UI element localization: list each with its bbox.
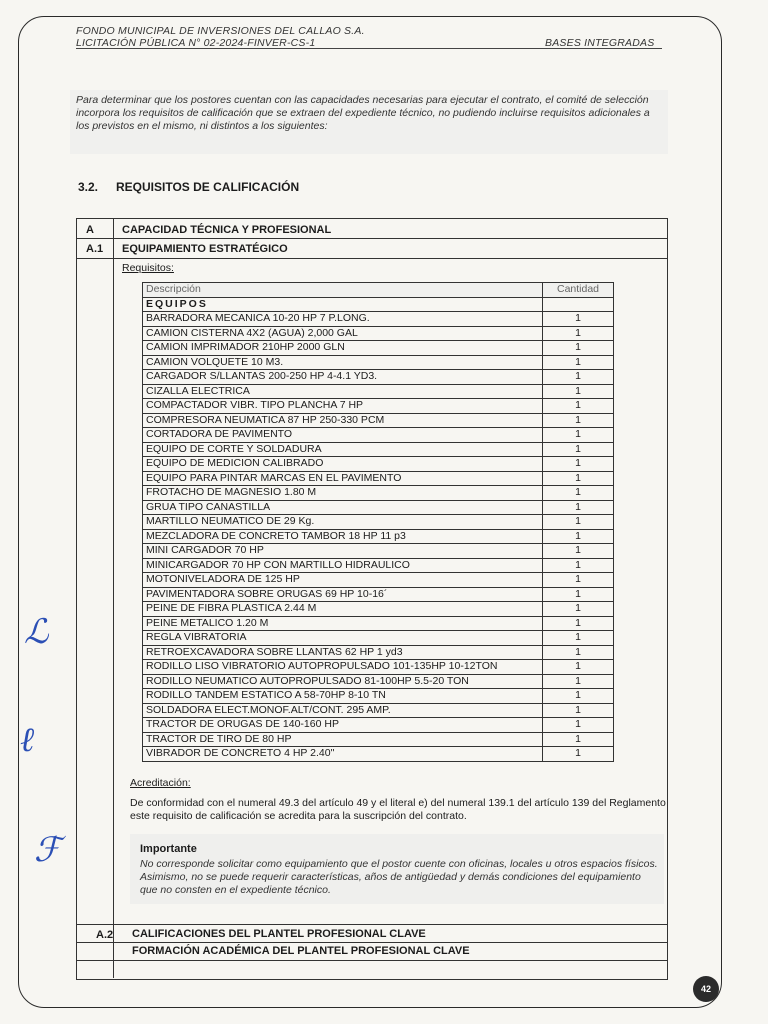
section-number: 3.2. [78, 180, 99, 194]
table-row [143, 703, 614, 718]
equipment-description: TRACTOR DE TIRO DE 80 HP [143, 732, 543, 747]
category-row [143, 297, 614, 312]
equipment-description: CAMION VOLQUETE 10 M3. [143, 355, 543, 370]
table-row [143, 587, 614, 602]
equipment-quantity: 1 [543, 602, 614, 617]
equipment-quantity: 1 [543, 413, 614, 428]
equipment-description: VIBRADOR DE CONCRETO 4 HP 2.40" [143, 747, 543, 762]
equipment-quantity: 1 [543, 674, 614, 689]
table-row [143, 573, 614, 588]
equipment-quantity: 1 [543, 645, 614, 660]
requisitos-label: Requisitos: [122, 262, 174, 274]
row-a1-title: EQUIPAMIENTO ESTRATÉGICO [122, 243, 288, 255]
section-title: REQUISITOS DE CALIFICACIÓN [116, 180, 300, 194]
equipment-description: GRUA TIPO CANASTILLA [143, 500, 543, 515]
equipment-quantity: 1 [543, 312, 614, 327]
equipment-description: CAMION CISTERNA 4X2 (AGUA) 2,000 GAL [143, 326, 543, 341]
table-row [143, 689, 614, 704]
acreditacion-label: Acreditación: [130, 777, 191, 789]
table-row [143, 631, 614, 646]
equipment-description: RETROEXCAVADORA SOBRE LLANTAS 62 HP 1 yd3 [143, 645, 543, 660]
equipment-description: TRACTOR DE ORUGAS DE 140-160 HP [143, 718, 543, 733]
equipment-quantity: 1 [543, 529, 614, 544]
acreditacion-text: De conformidad con el numeral 49.3 del artículo 49 y el literal e) del numeral 139.1 del artículo 139 del Reglamento este requisito de calificación se acredita para la suscripción del contrato. [130, 797, 666, 822]
importante-text: No corresponde solicitar como equipamiento que el postor cuente con oficinas, locales u otros espacios físicos. Asimismo, no se puede requerir características, años de antigüedad y demás condiciones del equipamiento que no consten en el expediente técnico. [140, 858, 658, 896]
equipment-description: PEINE DE FIBRA PLASTICA 2.44 M [143, 602, 543, 617]
table-row [143, 428, 614, 443]
equipment-description: COMPRESORA NEUMATICA 87 HP 250-330 PCM [143, 413, 543, 428]
row-a1-code: A.1 [86, 243, 104, 255]
table-row [143, 660, 614, 675]
equipment-quantity: 1 [543, 544, 614, 559]
table-row [143, 399, 614, 414]
row-divider [76, 924, 668, 925]
equipment-description: REGLA VIBRATORIA [143, 631, 543, 646]
table-row [143, 515, 614, 530]
equipment-description: MOTONIVELADORA DE 125 HP [143, 573, 543, 588]
table-row [143, 355, 614, 370]
table-row [143, 471, 614, 486]
row-divider [76, 258, 668, 259]
equipment-description: RODILLO LISO VIBRATORIO AUTOPROPULSADO 101-135HP 10-12TON [143, 660, 543, 675]
equipment-description: CIZALLA ELECTRICA [143, 384, 543, 399]
equipment-description: MARTILLO NEUMATICO DE 29 Kg. [143, 515, 543, 530]
equipment-description: PAVIMENTADORA SOBRE ORUGAS 69 HP 10-16´ [143, 587, 543, 602]
equipment-description: EQUIPO PARA PINTAR MARCAS EN EL PAVIMENTO [143, 471, 543, 486]
row-a2-code: A.2 [96, 929, 114, 941]
equipment-quantity: 1 [543, 587, 614, 602]
header-divider [76, 48, 662, 49]
equipment-quantity: 1 [543, 747, 614, 762]
equipment-quantity: 1 [543, 631, 614, 646]
handwritten-initial-mark: ℱ [34, 830, 61, 870]
equipment-description: BARRADORA MECANICA 10-20 HP 7 P.LONG. [143, 312, 543, 327]
importante-title: Importante [140, 843, 197, 855]
header-cantidad: Cantidad [543, 283, 614, 298]
table-row [143, 602, 614, 617]
equipment-quantity: 1 [543, 471, 614, 486]
table-row [143, 544, 614, 559]
equipment-description: RODILLO TANDEM ESTATICO A 58-70HP 8-10 TN [143, 689, 543, 704]
equipment-description: EQUIPO DE CORTE Y SOLDADURA [143, 442, 543, 457]
row-divider [76, 942, 668, 943]
equipment-description: PEINE METALICO 1.20 M [143, 616, 543, 631]
table-row [143, 486, 614, 501]
equipment-description: MINICARGADOR 70 HP CON MARTILLO HIDRAULICO [143, 558, 543, 573]
equipment-quantity: 1 [543, 703, 614, 718]
handwritten-initial-mark: ℓ [20, 720, 35, 760]
intro-paragraph: Para determinar que los postores cuentan con las capacidades necesarias para ejecutar el contrato, el comité de selección incorpora los requisitos de calificación que se extraen del expediente técnico, no pudiendo incluirse requisitos adicionales a los previstos en el mismo, ni distintos a los siguientes: [70, 90, 668, 154]
table-row [143, 616, 614, 631]
equipment-quantity: 1 [543, 399, 614, 414]
equipment-description: RODILLO NEUMATICO AUTOPROPULSADO 81-100HP 5.5-20 TON [143, 674, 543, 689]
table-row [143, 529, 614, 544]
row-divider [76, 238, 668, 239]
equipment-quantity: 1 [543, 442, 614, 457]
equipment-table-header [143, 283, 614, 298]
equipment-table [142, 282, 614, 762]
category-label: EQUIPOS [143, 297, 543, 312]
equipment-quantity: 1 [543, 486, 614, 501]
table-row [143, 326, 614, 341]
table-row [143, 370, 614, 385]
header-doc-type: BASES INTEGRADAS [545, 37, 655, 49]
table-row [143, 312, 614, 327]
row-a2-subtitle: FORMACIÓN ACADÉMICA DEL PLANTEL PROFESIONAL CLAVE [132, 945, 470, 957]
header-licitacion: LICITACIÓN PÚBLICA N° 02-2024-FINVER-CS-1 [76, 37, 316, 49]
equipment-quantity: 1 [543, 457, 614, 472]
row-a-title: CAPACIDAD TÉCNICA Y PROFESIONAL [122, 224, 332, 236]
equipment-description: MINI CARGADOR 70 HP [143, 544, 543, 559]
header-descripcion: Descripción [143, 283, 543, 298]
equipment-quantity: 1 [543, 500, 614, 515]
handwritten-initial-mark: ℒ [24, 612, 49, 652]
equipment-description: SOLDADORA ELECT.MONOF.ALT/CONT. 295 AMP. [143, 703, 543, 718]
table-row [143, 413, 614, 428]
equipment-description: COMPACTADOR VIBR. TIPO PLANCHA 7 HP [143, 399, 543, 414]
table-row [143, 500, 614, 515]
equipment-description: MEZCLADORA DE CONCRETO TAMBOR 18 HP 11 p3 [143, 529, 543, 544]
table-row [143, 747, 614, 762]
equipment-quantity: 1 [543, 341, 614, 356]
equipment-quantity: 1 [543, 660, 614, 675]
row-a-code: A [86, 224, 94, 236]
table-row [143, 674, 614, 689]
table-row [143, 384, 614, 399]
table-row [143, 732, 614, 747]
table-row [143, 558, 614, 573]
equipment-description: CAMION IMPRIMADOR 210HP 2000 GLN [143, 341, 543, 356]
table-row [143, 718, 614, 733]
equipment-quantity: 1 [543, 689, 614, 704]
equipment-quantity: 1 [543, 515, 614, 530]
equipment-quantity: 1 [543, 428, 614, 443]
row-a2-title: CALIFICACIONES DEL PLANTEL PROFESIONAL CLAVE [132, 928, 426, 940]
equipment-quantity: 1 [543, 616, 614, 631]
equipment-quantity: 1 [543, 384, 614, 399]
equipment-description: EQUIPO DE MEDICION CALIBRADO [143, 457, 543, 472]
equipment-quantity: 1 [543, 718, 614, 733]
row-divider [76, 960, 668, 961]
table-row [143, 442, 614, 457]
equipment-description: CORTADORA DE PAVIMENTO [143, 428, 543, 443]
equipment-quantity: 1 [543, 326, 614, 341]
table-row [143, 341, 614, 356]
equipment-quantity: 1 [543, 573, 614, 588]
table-row [143, 457, 614, 472]
equipment-description: FROTACHO DE MAGNESIO 1.80 M [143, 486, 543, 501]
table-row [143, 645, 614, 660]
table-column-divider [113, 218, 114, 978]
header-org: FONDO MUNICIPAL DE INVERSIONES DEL CALLAO S.A. [76, 25, 365, 37]
equipment-quantity: 1 [543, 732, 614, 747]
equipment-description: CARGADOR S/LLANTAS 200-250 HP 4-4.1 YD3. [143, 370, 543, 385]
equipment-quantity: 1 [543, 558, 614, 573]
page-number-badge: 42 [693, 976, 719, 1002]
equipment-quantity: 1 [543, 370, 614, 385]
equipment-quantity: 1 [543, 355, 614, 370]
category-qty-cell [543, 297, 614, 312]
